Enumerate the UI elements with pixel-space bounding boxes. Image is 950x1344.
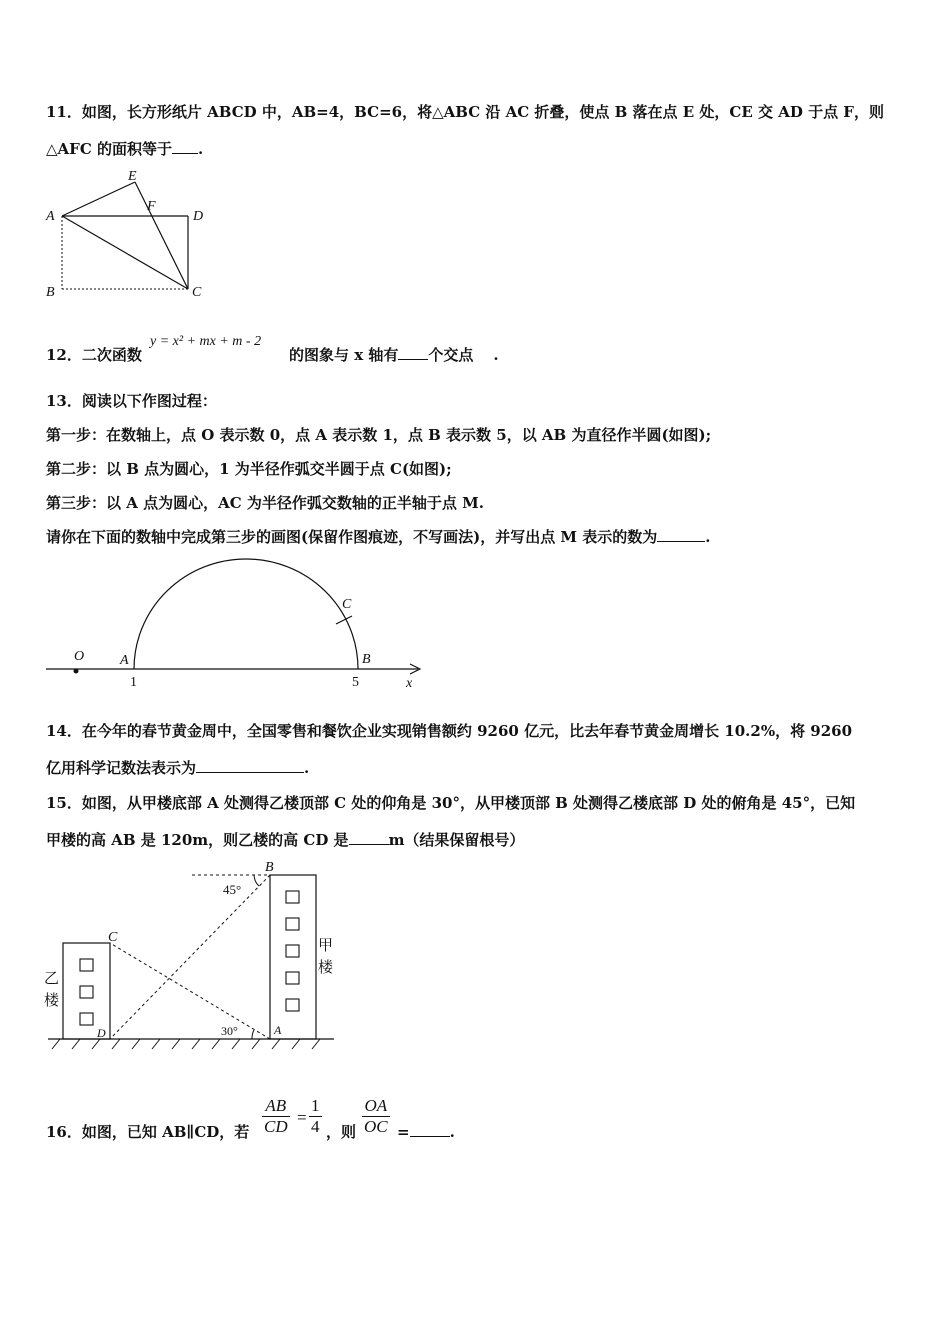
q13-step2: 第二步：以 B 点为圆心，1 为半径作弧交半圆于点 C(如图);	[46, 460, 452, 478]
q16-period: .	[449, 1123, 455, 1141]
label-C: C	[192, 285, 202, 300]
label-yi: 乙	[44, 969, 60, 987]
q12-line-rest	[289, 345, 499, 365]
label-A: A	[120, 653, 129, 668]
q12-line	[46, 345, 142, 365]
answer-blank	[349, 830, 389, 845]
label-B: B	[362, 652, 371, 667]
label-E: E	[128, 169, 137, 184]
q15-line2-b: m（结果保留根号）	[388, 831, 525, 849]
q14-line2-text: 亿用科学记数法表示为	[46, 759, 197, 777]
label-B: B	[265, 860, 274, 875]
q13-step3: 第三步：以 A 点为圆心，AC 为半径作弧交数轴的正半轴于点 M.	[46, 494, 484, 512]
equals-sign: =	[297, 1108, 307, 1127]
q14-line2	[46, 758, 309, 778]
q12-formula: y = x² + mx + m - 2	[150, 334, 262, 349]
frac3-numerator: OA	[362, 1096, 390, 1117]
fraction-AB-CD	[262, 1096, 290, 1137]
q13-step1: 第一步：在数轴上，点 O 表示数 0，点 A 表示数 1，点 B 表示数 5，以 AB 为直径作半圆(如图);	[46, 426, 712, 444]
arc-mark-C	[336, 616, 352, 624]
q14-line2-end: .	[304, 759, 310, 777]
frac2-denominator: 4	[311, 1117, 320, 1136]
label-D: D	[193, 209, 204, 224]
frac2-numerator: 1	[311, 1096, 320, 1115]
axis-label-x: x	[406, 676, 413, 691]
q16-end	[397, 1122, 455, 1142]
q15-line1: 15．如图，从甲楼底部 A 处测得乙楼顶部 C 处的仰角是 30°，从甲楼顶部 B 处测得乙楼底部 D 处的俯角是 45°，已知	[46, 794, 856, 812]
q13-figure	[40, 550, 430, 695]
label-jia: 甲	[318, 936, 334, 954]
q11-line2-text: △AFC 的面积等于	[46, 140, 172, 158]
answer-blank	[196, 758, 304, 773]
fraction-OA-OC	[362, 1096, 390, 1137]
q13-ask-end: .	[705, 528, 711, 546]
q15-line2-a: 甲楼的高 AB 是 120m，则乙楼的高 CD 是	[46, 831, 349, 849]
frac1-denominator: CD	[264, 1117, 288, 1136]
frac1-numerator: AB	[262, 1096, 290, 1117]
q11-figure	[40, 168, 220, 303]
q13-ask-text: 请你在下面的数轴中完成第三步的画图(保留作图痕迹，不写画法)，并写出点 M 表示的数为	[46, 528, 658, 546]
edge-AE	[62, 182, 135, 216]
answer-blank	[398, 345, 428, 360]
label-yi-lou: 楼	[44, 991, 60, 1009]
angle-arc-45	[254, 875, 259, 886]
q15-line2	[46, 830, 524, 850]
label-O: O	[74, 649, 85, 664]
q11-line1: 11．如图，长方形纸片 ABCD 中，AB=4，BC=6，将△ABC 沿 AC 折叠，使点 B 落在点 E 处，CE 交 AD 于点 F，则	[46, 103, 884, 121]
label-D: D	[97, 1026, 106, 1040]
point-O	[74, 669, 79, 674]
answer-blank	[410, 1122, 450, 1137]
q11-line2-end: .	[198, 140, 204, 158]
q12-suffix2: 个交点	[428, 346, 474, 364]
building-jia-windows	[286, 891, 299, 1011]
label-A: A	[274, 1023, 282, 1037]
tick-label-1: 1	[130, 675, 137, 690]
label-jia-lou: 楼	[318, 958, 334, 976]
q12-prefix: 12．二次函数	[46, 346, 142, 364]
angle-arc-30	[252, 1030, 254, 1039]
label-F: F	[147, 199, 156, 214]
q11-line2	[46, 139, 203, 159]
q13-ask	[46, 527, 710, 547]
semicircle	[134, 559, 358, 669]
edge-EC	[135, 182, 188, 289]
q12-suffix: 的图象与 x 轴有	[289, 346, 399, 364]
q12-end: .	[493, 346, 499, 364]
frac3-denominator: OC	[364, 1117, 388, 1136]
q14-line1: 14．在今年的春节黄金周中，全国零售和餐饮企业实现销售额约 9260 亿元，比去年春节黄金周增长 10.2%，将 9260	[46, 722, 853, 740]
fraction-1-4	[309, 1096, 322, 1137]
q13-title: 13．阅读以下作图过程：	[46, 392, 217, 410]
edge-AC	[62, 216, 188, 289]
q16-prefix: 16．如图，已知 AB∥CD，若	[46, 1123, 250, 1141]
label-C: C	[342, 597, 352, 612]
q16-mid: ，则	[326, 1123, 357, 1141]
answer-blank	[657, 527, 705, 542]
q15-figure	[40, 855, 340, 1055]
building-yi-windows	[80, 959, 93, 1025]
ground-hatching	[52, 1039, 320, 1049]
answer-blank	[172, 139, 198, 154]
q16-equals: =	[397, 1123, 410, 1141]
label-B: B	[46, 285, 55, 300]
label-A: A	[46, 209, 55, 224]
label-C: C	[108, 930, 118, 945]
label-angle-45: 45°	[223, 882, 242, 897]
tick-label-5: 5	[352, 675, 359, 690]
label-angle-30: 30°	[221, 1024, 238, 1038]
